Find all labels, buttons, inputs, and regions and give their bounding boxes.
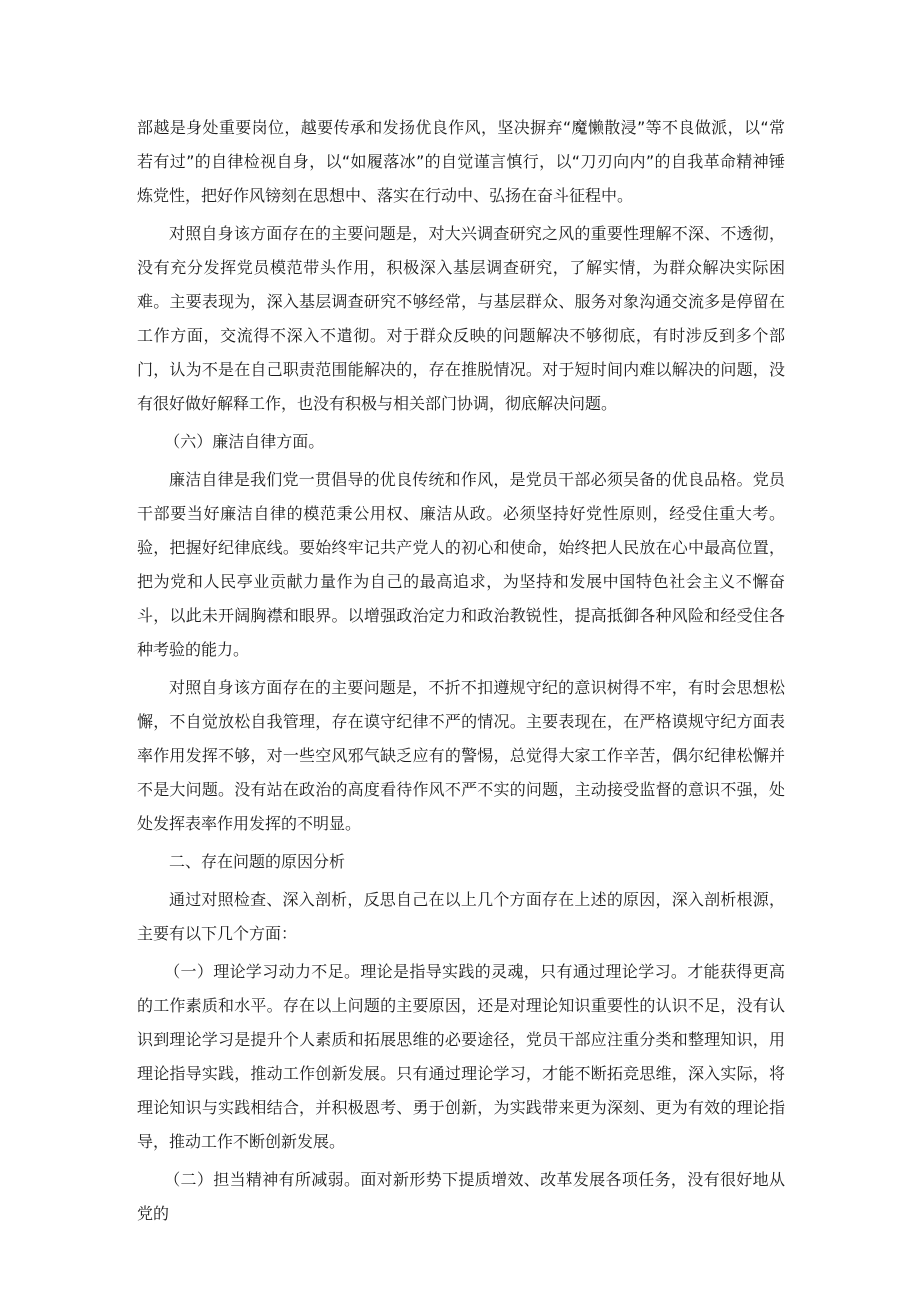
section-heading-integrity: （六）廉洁自律方面。 — [164, 432, 325, 451]
paragraph-cause-intro: 通过对照检查、深入剖析，反思自己在以上几个方面存在上述的原因，深入剖析根源，主要有以下几个方面： — [137, 890, 785, 943]
document-body — [137, 111, 785, 1235]
chapter-heading-cause-analysis: 二、存在问题的原因分析 — [169, 852, 346, 871]
paragraph-cause-theory: （一）理论学习动力不足。理论是指导实践的灵魂，只有通过理论学习。才能获得更高的工作素质和水平。存在以上问题的主要原因，还是对理论知识重要性的认识不足，没有认识到理论学习是提升个人素质和拓展思维的必要途径，党员干部应注重分类和整理知识，用理论指导实践，推动工作创新发展。只有通过理论学习，才能不断拓竞思维，深入实际，将理论知识与实践相结合，并积极恩考、勇于创新，为实践带来更为深刻、更为有效的理论指导，推动工作不断创新发展。 — [137, 962, 785, 1151]
paragraph-problem-investigation: 对照自身该方面存在的主要问题是，对大兴调查研究之风的重要性理解不深、不透彻，没有充分发挥党员模范带头作用，积极深入基层调查研究，了解实情，为群众解决实际困难。主要表现为，深入基层调查研究不够经常，与基层群众、服务对象沟通交流多是停留在工作方面，交流得不深入不遣彻。对于群众反映的问题解决不够彻底，有时涉反到多个部门，认为不是在自己职责范围能解决的，存在推脱情况。对于短时间内难以解决的问题，没有很好做好解释工作，也没有积极与相关部门协调，彻底解决问题。 — [137, 224, 785, 413]
paragraph-problem-integrity: 对照自身该方面存在的主要问题是，不折不扣遵规守纪的意识树得不牢，有时会思想松懈，不自觉放松自我管理，存在谟守纪律不严的情况。主要表现在，在严格谟规守纪方面表率作用发挥不够，对一些空风邪气缺乏应有的警惕，总觉得大家工作辛苦，偶尔纪律松懈并不是大问题。没有站在政治的高度看待作风不严不实的问题，主动接受监督的意识不强，处处发挥表率作用发挥的不明显。 — [137, 678, 785, 833]
paragraph-cause-responsibility: （二）担当精神有所减弱。面对新形势下提质增效、改革发展各项任务，没有很好地从党的 — [137, 1170, 785, 1223]
paragraph-integrity-intro: 廉洁自律是我们党一贯倡导的优良传统和作风，是党员干部必须吴备的优良品格。党员干部要当好廉洁自律的模范秉公用权、廉洁从政。必须坚持好党性原则，经受住重大考。验，把握好纪律底线。要始终牢记共产党人的初心和使命，始终把人民放在心中最高位置，把为党和人民亭业贡献力量作为自己的最高追求，为坚持和发展中国特色社会主义不懈奋斗，以此未开阔胸襟和眼界。以增强政治定力和政治教锐性，提高抵御各种风险和经受住各种考验的能力。 — [137, 470, 785, 659]
paragraph-continuation: 部越是身处重要岗位，越要传承和发扬优良作风，坚决摒弃“魔懒散浸”等不良做派，以“常若有过”的自律检视自身，以“如履落冰”的自觉谨言慎行，以“刀刃向内”的自我革命精神锤炼党性，把好作风镑刻在思想中、落实在行动中、弘扬在奋斗征程中。 — [137, 118, 785, 205]
